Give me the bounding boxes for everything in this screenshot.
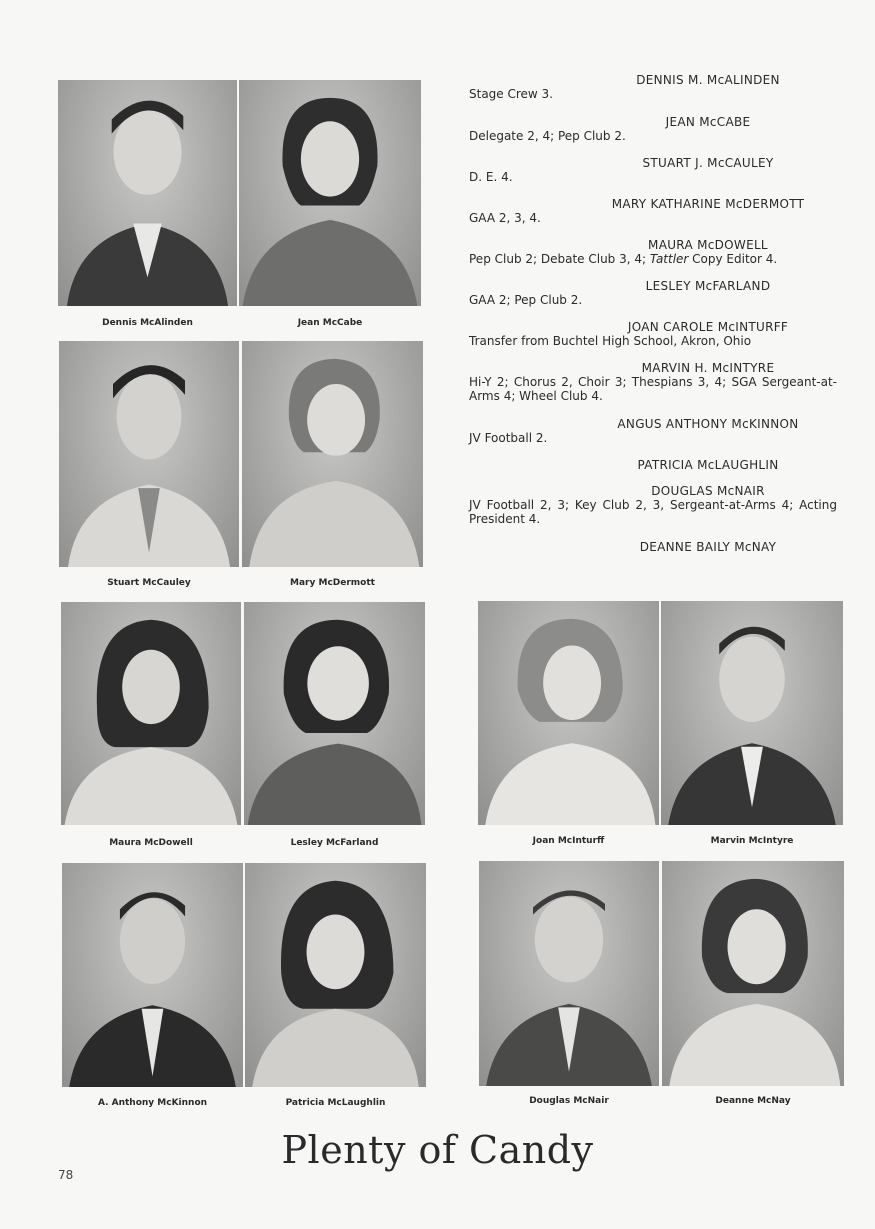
bio-activities [469,252,837,266]
bio-activities: D. E. 4. [469,170,513,184]
publication-title: Tattler [649,252,689,266]
portrait-male-icon [479,861,659,1086]
bio-entry [469,540,837,554]
portrait-stuart-mccauley [59,341,239,567]
bio-entry [469,197,837,225]
portrait-marvin-mcintyre [661,601,843,825]
bio-entry [469,484,837,526]
portrait-joan-mcinturff [478,601,659,825]
caption-mary-mcdermott: Mary McDermott [290,578,375,588]
caption-deanne-mcnay: Deanne McNay [715,1096,791,1106]
portrait-mary-mcdermott [242,341,423,567]
bio-entry [469,238,837,266]
bio-name: JOAN CAROLE McINTURFF [627,320,789,334]
portrait-dennis-mcalinden [58,80,237,306]
portrait-female-icon [662,861,844,1086]
caption-lesley-mcfarland: Lesley McFarland [290,838,379,848]
bio-entry [469,156,837,184]
portrait-jean-mccabe [239,80,421,306]
page-title: Plenty of Candy [281,1128,594,1172]
caption-a-anthony-mckinnon: A. Anthony McKinnon [97,1098,208,1108]
bio-entry [469,361,837,403]
portrait-male-icon [661,601,843,825]
bio-name: ANGUS ANTHONY McKINNON [617,417,799,431]
portrait-a-anthony-mckinnon [62,863,243,1087]
bio-activities: JV Football 2, 3; Key Club 2, 3, Sergeant-at-Arms 4; Acting President 4. [469,498,837,526]
bio-activities: GAA 2, 3, 4. [469,211,541,225]
portrait-female-icon [478,601,659,825]
caption-douglas-mcnair: Douglas McNair [529,1096,609,1106]
caption-jean-mccabe: Jean McCabe [297,318,363,328]
portrait-male-icon [58,80,237,306]
caption-maura-mcdowell: Maura McDowell [109,838,193,848]
bio-entry [469,115,837,143]
bio-entry [469,417,837,445]
caption-stuart-mccauley: Stuart McCauley [107,578,191,588]
portrait-female-icon [239,80,421,306]
caption-patricia-mclaughlin: Patricia McLaughlin [285,1098,386,1108]
caption-dennis-mcalinden: Dennis McAlinden [102,318,193,328]
bio-entry [469,279,837,307]
portrait-douglas-mcnair [479,861,659,1086]
portrait-male-icon [62,863,243,1087]
bio-activities-text: Copy Editor 4. [688,252,778,266]
bio-name: JEAN McCABE [665,115,751,129]
portrait-male-icon [59,341,239,567]
portrait-patricia-mclaughlin [245,863,426,1087]
caption-joan-mcinturff: Joan McInturff [532,836,605,846]
portrait-lesley-mcfarland [244,602,425,825]
bio-name: LESLEY McFARLAND [645,279,771,293]
portrait-female-icon [244,602,425,825]
portrait-female-icon [242,341,423,567]
bio-name: STUART J. McCAULEY [642,156,774,170]
portrait-deanne-mcnay [662,861,844,1086]
bio-activities: Delegate 2, 4; Pep Club 2. [469,129,626,143]
bio-activities: Stage Crew 3. [469,87,553,101]
bio-activities-text: Pep Club 2; Debate Club 3, 4; [469,252,650,266]
bio-name: MARVIN H. McINTYRE [641,361,775,375]
bio-activities: Transfer from Buchtel High School, Akron, Ohio [469,334,752,348]
portrait-female-icon [245,863,426,1087]
page-number: 78 [58,1168,74,1182]
bio-name: DEANNE BAILY McNAY [639,540,777,554]
portrait-female-icon [61,602,241,825]
bio-name: DOUGLAS McNAIR [651,484,765,498]
bio-activities: JV Football 2. [469,431,548,445]
bio-activities: Hi-Y 2; Chorus 2, Choir 3; Thespians 3, 4; SGA Sergeant-at-Arms 4; Wheel Club 4. [469,375,837,403]
bio-entry [469,320,837,348]
bio-name: MAURA McDOWELL [648,238,768,252]
bio-entry [469,73,837,101]
bio-activities: GAA 2; Pep Club 2. [469,293,583,307]
portrait-maura-mcdowell [61,602,241,825]
bio-name: DENNIS M. McALINDEN [636,73,780,87]
bio-name: PATRICIA McLAUGHLIN [637,458,779,472]
bio-name: MARY KATHARINE McDERMOTT [611,197,805,211]
bio-entry [469,458,837,472]
caption-marvin-mcintyre: Marvin McIntyre [710,836,794,846]
